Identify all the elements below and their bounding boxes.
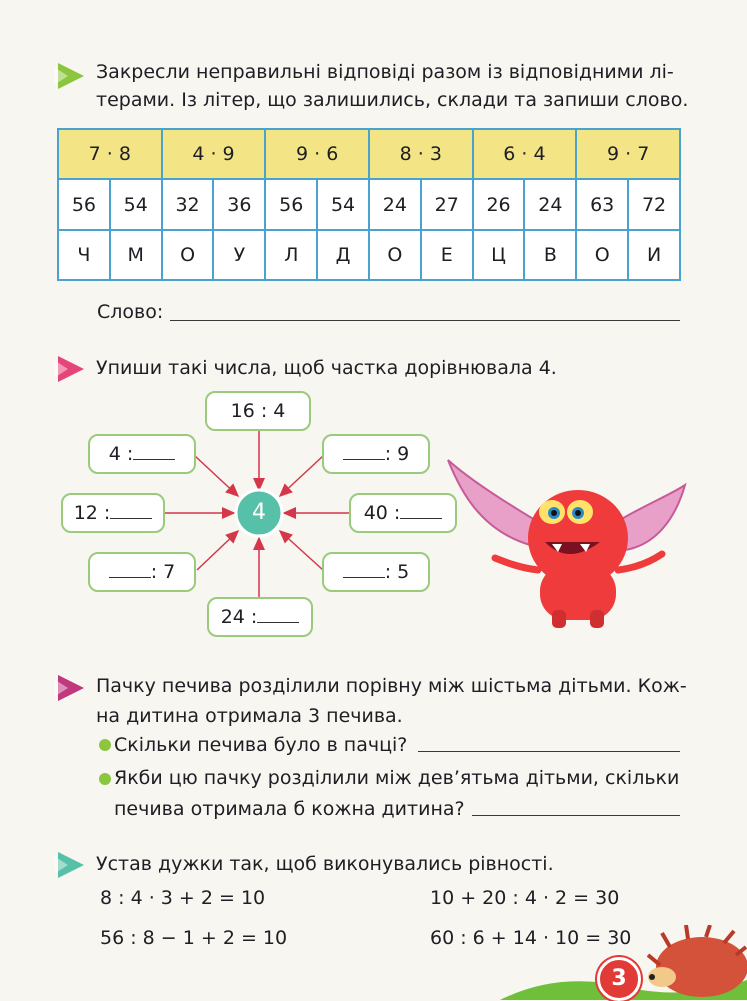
letter-cell[interactable]: О [576,230,628,280]
answer-cell[interactable]: 24 [524,179,576,230]
answer-cell[interactable]: 56 [265,179,317,230]
answer-cell[interactable]: 32 [162,179,214,230]
box-text: : 7 [150,561,176,583]
answer-cell[interactable]: 72 [628,179,680,230]
box-text: 4 : [108,443,134,465]
hedgehog-icon [640,925,747,1000]
box-text: 12 : [73,502,111,524]
box-text: : 5 [384,561,410,583]
word-label: Слово: [97,301,164,323]
division-box-left-upper[interactable] [88,434,196,474]
letter-cell[interactable]: У [213,230,265,280]
answer-cell[interactable]: 56 [58,179,110,230]
page-number: 3 [597,957,641,1001]
equation-2[interactable]: 10 + 20 : 4 · 2 = 30 [430,887,620,909]
task3-problem-line1: Пачку печива розділили порівну між шістьма дітьми. Кож- [96,675,687,697]
arrow-line [280,456,323,496]
expression-cell: 9 · 6 [265,129,369,179]
expression-cell: 4 · 9 [162,129,266,179]
expression-cell: 8 · 3 [369,129,473,179]
bullet-icon [99,773,111,785]
equation-1[interactable]: 8 : 4 · 3 + 2 = 10 [100,887,266,909]
division-box-left-mid[interactable] [61,493,165,533]
answer-blank[interactable] [257,602,299,623]
center-value: 4 [252,500,266,525]
expression-cell: 6 · 4 [473,129,577,179]
arrow-line [195,456,238,496]
answer-cell[interactable]: 54 [110,179,162,230]
expression-cell: 7 · 8 [58,129,162,179]
division-box-right-lower[interactable] [322,552,430,592]
answer-blank[interactable] [400,498,442,519]
answer-blank[interactable] [343,439,385,460]
letter-cell[interactable]: Е [421,230,473,280]
letter-cell[interactable]: Ц [473,230,525,280]
letter-cell[interactable]: И [628,230,680,280]
division-box-left-lower[interactable] [88,552,196,592]
division-box-right-upper[interactable] [322,434,430,474]
answer-cell[interactable]: 24 [369,179,421,230]
box-text: 16 : 4 [230,400,286,422]
letter-cell[interactable]: Д [317,230,369,280]
letter-cell[interactable]: Ч [58,230,110,280]
monster-illustration [440,450,690,630]
arrow-line [280,531,323,570]
letter-cell[interactable]: О [162,230,214,280]
division-box-bottom[interactable] [207,597,313,637]
answer-blank[interactable] [109,557,151,578]
letter-cell[interactable]: О [369,230,421,280]
task4-instruction: Устав дужки так, щоб виконувались рівності. [96,853,554,875]
answer-blank[interactable] [133,439,175,460]
box-text: 24 : [220,606,258,628]
question-1: Скільки печива було в пачці? [114,734,408,756]
task1-instruction-line2: терами. Із літер, що залишились, склади та запиши слово. [96,89,689,111]
answer-cell[interactable]: 27 [421,179,473,230]
letter-cell[interactable]: В [524,230,576,280]
division-box-top[interactable] [205,391,311,431]
answer-blank[interactable] [110,498,152,519]
box-text: 40 : [363,502,401,524]
bullet-icon [99,739,111,751]
letter-cell[interactable]: М [110,230,162,280]
expression-cell: 9 · 7 [576,129,680,179]
question-2-line2: печива отримала б кожна дитина? [114,798,465,820]
question-2-line1: Якби цю пачку розділили між дев’ятьма дітьми, скільки [114,767,680,789]
task-marker-icon [58,675,84,701]
answer-blank[interactable] [343,557,385,578]
box-text: : 9 [384,443,410,465]
task1-instruction-line1: Закресли неправильні відповіді разом із відповідними лі- [96,61,674,83]
equation-4[interactable]: 60 : 6 + 14 · 10 = 30 [430,927,632,949]
answer-cell[interactable]: 36 [213,179,265,230]
task2-instruction: Упиши такі числа, щоб частка дорівнювала 4. [96,357,557,379]
task3-problem-line2: на дитина отримала 3 печива. [96,705,403,727]
answer-line-1[interactable] [418,751,680,752]
answer-line-2[interactable] [472,815,680,816]
equation-3[interactable]: 56 : 8 − 1 + 2 = 10 [100,927,288,949]
answer-cell[interactable]: 26 [473,179,525,230]
arrow-line [197,531,238,570]
task-marker-icon [58,852,84,878]
answer-cell[interactable]: 54 [317,179,369,230]
answer-cell[interactable]: 63 [576,179,628,230]
letter-cell[interactable]: Л [265,230,317,280]
